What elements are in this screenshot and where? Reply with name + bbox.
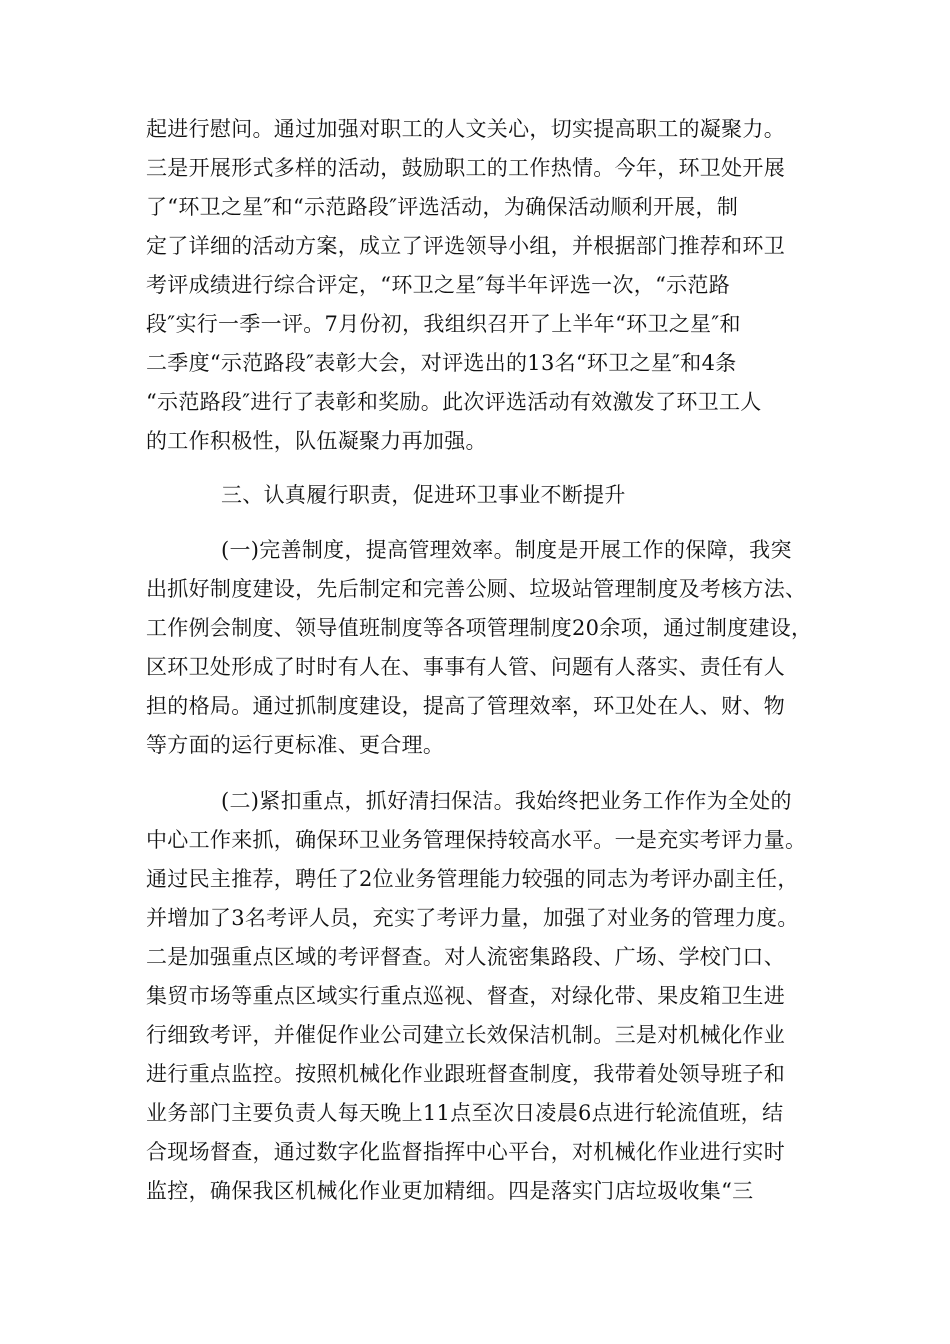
paragraph-2-line-3: 工作例会制度、领导值班制度等各项管理制度20余项，通过制度建设， <box>146 616 813 640</box>
paragraph-2-line-4: 区环卫处形成了时时有人在、事事有人管、问题有人落实、责任有人 <box>146 655 785 679</box>
paragraph-2-line-1: (一)完善制度，提高管理效率。制度是开展工作的保障，我突 <box>221 538 792 562</box>
paragraph-1-line-8: “示范路段″进行了表彰和奖励。此次评选活动有效激发了环卫工人 <box>146 390 762 414</box>
paragraph-2-line-6: 等方面的运行更标准、更合理。 <box>146 733 445 757</box>
paragraph-3-line-11: 监控，确保我区机械化作业更加精细。四是落实门店垃圾收集“三 <box>146 1179 754 1203</box>
paragraph-3-line-3: 通过民主推荐，聘任了2位业务管理能力较强的同志为考评办副主任， <box>146 867 799 891</box>
paragraph-3-line-9: 业务部门主要负责人每天晚上11点至次日凌晨6点进行轮流值班，结 <box>146 1101 784 1125</box>
paragraph-1-line-7: 二季度“示范路段″表彰大会，对评选出的13名“环卫之星″和4条 <box>146 351 737 375</box>
paragraph-3-line-4: 并增加了3名考评人员，充实了考评力量，加强了对业务的管理力度。 <box>146 906 799 930</box>
paragraph-1-line-2: 三是开展形式多样的活动，鼓励职工的工作热情。今年，环卫处开展 <box>146 156 785 180</box>
paragraph-3-line-5: 二是加强重点区域的考评督查。对人流密集路段、广场、学校门口、 <box>146 945 785 969</box>
paragraph-1-line-1: 起进行慰问。通过加强对职工的人文关心，切实提高职工的凝聚力。 <box>146 117 785 141</box>
paragraph-3-line-1: (二)紧扣重点，抓好清扫保洁。我始终把业务工作作为全处的 <box>221 789 792 813</box>
paragraph-3-line-8: 进行重点监控。按照机械化作业跟班督查制度，我带着处领导班子和 <box>146 1062 785 1086</box>
paragraph-3-line-6: 集贸市场等重点区域实行重点巡视、督查，对绿化带、果皮箱卫生进 <box>146 984 785 1008</box>
paragraph-1-line-6: 段″实行一季一评。7月份初，我组织召开了上半年“环卫之星″和 <box>146 312 741 336</box>
paragraph-3-line-7: 行细致考评，并催促作业公司建立长效保洁机制。三是对机械化作业 <box>146 1023 785 1047</box>
paragraph-3-line-2: 中心工作来抓，确保环卫业务管理保持较高水平。一是充实考评力量。 <box>146 828 807 852</box>
paragraph-1-line-4: 定了详细的活动方案，成立了评选领导小组，并根据部门推荐和环卫 <box>146 234 785 258</box>
section-heading: 三、认真履行职责，促进环卫事业不断提升 <box>221 483 626 507</box>
paragraph-2-line-2: 出抓好制度建设，先后制定和完善公厕、垃圾站管理制度及考核方法、 <box>146 577 807 601</box>
paragraph-1-line-3: 了“环卫之星″和“示范路段″评选活动，为确保活动顺利开展，制 <box>146 195 739 219</box>
paragraph-3-line-10: 合现场督查，通过数字化监督指挥中心平台，对机械化作业进行实时 <box>146 1140 785 1164</box>
paragraph-2-line-5: 担的格局。通过抓制度建设，提高了管理效率，环卫处在人、财、物 <box>146 694 785 718</box>
paragraph-1-line-9: 的工作积极性，队伍凝聚力再加强。 <box>146 429 487 453</box>
paragraph-1-line-5: 考评成绩进行综合评定，“环卫之星″每半年评选一次，“示范路 <box>146 273 731 297</box>
